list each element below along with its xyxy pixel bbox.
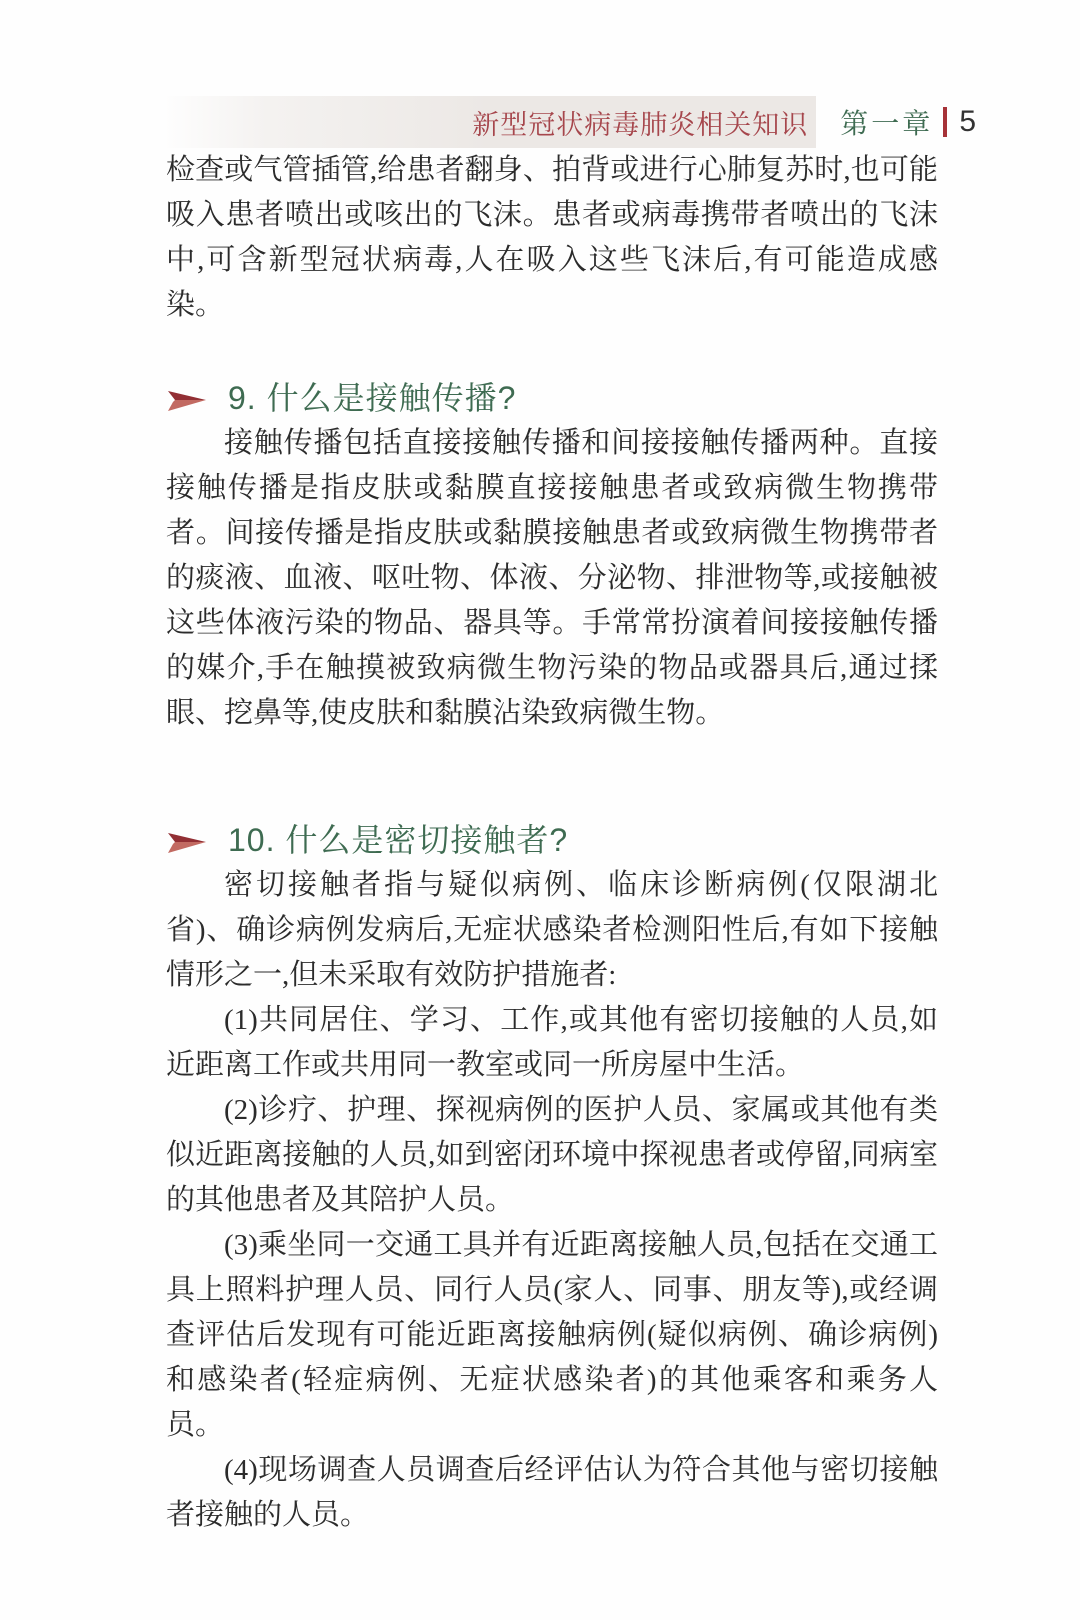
list-item-1: (1)共同居住、学习、工作,或其他有密切接触的人员,如近距离工作或共用同一教室或同一所房屋中生活。 (166, 1004, 938, 1081)
section-heading-10 (166, 818, 938, 863)
list-item-3: (3)乘坐同一交通工具并有近距离接触人员,包括在交通工具上照料护理人员、同行人员(家人、同事、朋友等),或经调查评估后发现有可能近距离接触病例(疑似病例、确诊病例)和感染者(轻症病例、无症状感染者)的其他乘客和乘务人员。 (166, 1229, 938, 1441)
body-paragraph-continuation: 检查或气管插管,给患者翻身、拍背或进行心肺复苏时,也可能吸入患者喷出或咳出的飞沫。患者或病毒携带者喷出的飞沫中,可含新型冠状病毒,人在吸入这些飞沫后,有可能造成感染。 (166, 154, 938, 321)
chapter-label: 第一章 (840, 108, 934, 139)
page-number-divider (943, 107, 947, 137)
header-gradient-bar (162, 96, 816, 148)
list-item-2: (2)诊疗、护理、探视病例的医护人员、家属或其他有类似近距离接触的人员,如到密闭环境中探视患者或停留,同病室的其他患者及其陪护人员。 (166, 1094, 938, 1216)
red-arrow-icon (166, 825, 208, 857)
page-header (0, 96, 1080, 148)
body-paragraph: 密切接触者指与疑似病例、临床诊断病例(仅限湖北省)、确诊病例发病后,无症状感染者检测阳性后,有如下接触情形之一,但未采取有效防护措施者: (166, 869, 938, 991)
body-paragraph: 接触传播包括直接接触传播和间接接触传播两种。直接接触传播是指皮肤或黏膜直接接触患者或致病微生物携带者。间接传播是指皮肤或黏膜接触患者或致病微生物携带者的痰液、血液、呕吐物、体液、分泌物、排泄物等,或接触被这些体液污染的物品、器具等。手常常扮演着间接接触传播的媒介,手在触摸被致病微生物污染的物品或器具后,通过揉眼、挖鼻等,使皮肤和黏膜沾染致病微生物。 (166, 427, 938, 729)
page-number: 5 (959, 105, 976, 138)
list-item-4: (4)现场调查人员调查后经评估认为符合其他与密切接触者接触的人员。 (166, 1454, 938, 1531)
page-content (166, 148, 938, 1538)
section-heading-9 (166, 376, 938, 421)
section-heading-label: 9. 什么是接触传播? (228, 380, 517, 416)
red-arrow-icon (166, 383, 208, 415)
header-title: 新型冠状病毒肺炎相关知识 (472, 109, 809, 140)
section-heading-label: 10. 什么是密切接触者? (228, 822, 569, 858)
